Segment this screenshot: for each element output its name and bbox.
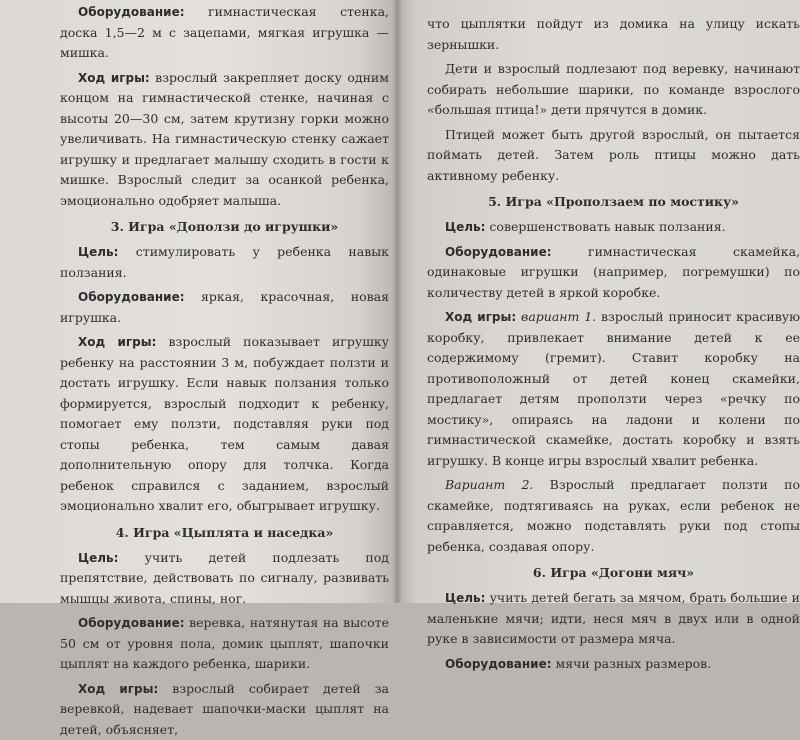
game-5-play-variant-2 <box>427 475 800 557</box>
term-label: Ход игры: <box>78 71 150 85</box>
game-6-goal <box>427 588 800 650</box>
paragraph-equipment-intro <box>60 2 389 64</box>
game-3-equipment <box>60 287 389 328</box>
game-4-title: 4. Игра «Цыплята и наседка» <box>60 523 389 543</box>
game-5-play-variant-1 <box>427 307 800 471</box>
paragraph-text: учить детей бегать за мячом, брать большие и маленькие мячи; идти, неся мяч в двух или в одной руке в зависимости от размера мяча. <box>427 590 800 646</box>
paragraph-text: яркая, красочная, новая игрушка. <box>60 289 389 325</box>
game-5-equipment <box>427 242 800 304</box>
game-5-goal <box>427 217 800 238</box>
game-6-title: 6. Игра «Догони мяч» <box>427 563 800 583</box>
paragraph-text: взрослый показывает игрушку ребенку на расстоянии 3 м, побуждает ползти и достать игрушку. Если навык ползания только формируется, взрослый подходит к ребенку, помогает ему ползти, подставляя руки под стопы ребенка, тем самым давая дополнительную опору для толчка. Когда ребенок справился с заданием, взрослый эмоционально хвалит его, обыгрывает игрушку. <box>60 334 389 513</box>
term-label: Оборудование: <box>445 657 552 671</box>
paragraph-text: совершенствовать навык ползания. <box>485 219 725 234</box>
left-page <box>0 0 397 603</box>
game-3-goal <box>60 242 389 283</box>
variant-label: вариант 1. <box>521 309 596 324</box>
paragraph-text: взрослый собирает детей за веревкой, надевает шапочки-маски цыплят на детей, объясняет, <box>60 681 389 737</box>
game-4-equipment <box>60 613 389 675</box>
game-4-play-continued: что цыплятки пойдут из домика на улицу искать зернышки. <box>427 14 800 55</box>
paragraph-text: гимнастическая стенка, доска 1,5—2 м с зацепами, мягкая игрушка — мишка. <box>60 4 389 60</box>
paragraph-text: гимнастическая скамейка, одинаковые игрушки (например, погремушки) по количеству детей в яркой коробке. <box>427 244 800 300</box>
term-label: Ход игры: <box>445 310 516 324</box>
term-label: Цель: <box>445 220 485 234</box>
term-label: Оборудование: <box>78 290 185 304</box>
game-4-rules: Дети и взрослый подлезают под веревку, начинают собирать небольшие шарики, по команде взрослого «большая птица!» дети прячутся в домик. <box>427 59 800 121</box>
paragraph-text: мячи разных размеров. <box>552 656 712 671</box>
variant-label: Вариант 2. <box>445 477 533 492</box>
term-label: Оборудование: <box>78 616 185 630</box>
paragraph-play-intro <box>60 68 389 212</box>
paragraph-text: стимулировать у ребенка навык ползания. <box>60 244 389 280</box>
game-3-title: 3. Игра «Доползи до игрушки» <box>60 217 389 237</box>
right-page <box>397 0 800 603</box>
term-label: Ход игры: <box>78 335 156 349</box>
term-label: Цель: <box>445 591 485 605</box>
term-label: Цель: <box>78 551 118 565</box>
paragraph-text: веревка, натянутая на высоте 50 см от уровня пола, домик цыплят, шапочки цыплят на каждого ребенка, шарики. <box>60 615 389 671</box>
paragraph-text: Взрослый предлагает ползти по скамейке, подтягиваясь на руках, если ребенок не справляется, можно подставлять руки под стопы ребенка, создавая опору. <box>427 477 800 554</box>
term-label: Оборудование: <box>78 5 185 19</box>
paragraph-text: взрослый закрепляет доску одним концом на гимнастической стенке, начиная с высоты 20—30 см, затем крутизну горки можно увеличивать. На гимнастическую стенку сажает игрушку и предлагает малышу сходить в гости к мишке. Взрослый следит за осанкой ребенка, эмоционально одобряет малыша. <box>60 70 389 208</box>
term-label: Цель: <box>78 245 118 259</box>
book-gutter <box>392 0 402 603</box>
paragraph-text: взрослый приносит красивую коробку, привлекает внимание детей к ее содержимому (гремит). Ставит коробку на противоположный от детей конец скамейки, предлагает детям проползти через «речку по мостику», опираясь на ладони и колени по гимнастической скамейке, достать коробку и взять игрушку. В конце игры взрослый хвалит ребенка. <box>427 309 800 468</box>
game-6-equipment <box>427 654 800 675</box>
game-3-play <box>60 332 389 517</box>
game-4-goal <box>60 548 389 610</box>
paragraph-text: учить детей подлезать под препятствие, действовать по сигналу, развивать мышцы живота, спины, ног. <box>60 550 389 606</box>
term-label: Оборудование: <box>445 245 552 259</box>
term-label: Ход игры: <box>78 682 158 696</box>
game-4-play <box>60 679 389 740</box>
game-4-variation: Птицей может быть другой взрослый, он пытается поймать детей. Затем роль птицы можно дать активному ребенку. <box>427 125 800 187</box>
game-5-title: 5. Игра «Проползаем по мостику» <box>427 192 800 212</box>
